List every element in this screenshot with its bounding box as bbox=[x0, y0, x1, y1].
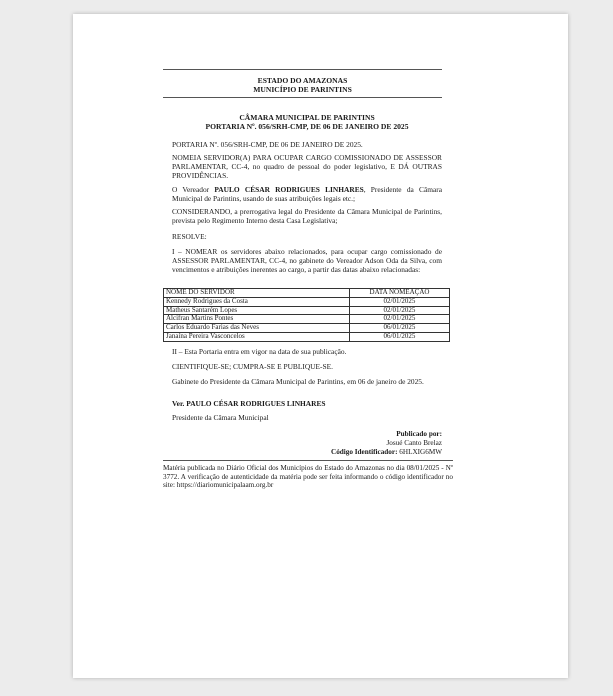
column-header-name: NOME DO SERVIDOR bbox=[164, 289, 350, 298]
header-top-rule bbox=[163, 69, 442, 70]
server-name: Carlos Eduardo Farias das Neves bbox=[164, 324, 350, 333]
server-name: Janaína Pereira Vasconcelos bbox=[164, 332, 350, 341]
vereador-name: PAULO CÉSAR RODRIGUES LINHARES bbox=[214, 185, 364, 194]
gabinete-paragraph: Gabinete do Presidente da Câmara Municipal de Parintins, em 06 de janeiro de 2025. bbox=[172, 377, 424, 386]
footer-rule bbox=[163, 460, 453, 461]
nomeia-paragraph: NOMEIA SERVIDOR(A) PARA OCUPAR CARGO COMISSIONADO DE ASSESSOR PARLAMENTAR, CC-4, no quadro de pessoal do poder legislativo, E DÁ OUTRAS PROVIDÊNCIAS. bbox=[172, 153, 442, 180]
server-name: Kennedy Rodrigues da Costa bbox=[164, 297, 350, 306]
published-by-label: Publicado por: bbox=[396, 430, 442, 438]
identifier-code-line bbox=[331, 448, 442, 457]
identifier-code-label: Código Identificador: bbox=[331, 448, 398, 456]
footer-note: Matéria publicada no Diário Oficial dos Municípios do Estado do Amazonas no dia 08/01/2025 - Nº 3772. A verificação de autenticidade da matéria pode ser feita informando o código identificador no site: https://diariomunicipalaam.org.br bbox=[163, 464, 453, 490]
chamber-name: CÂMARA MUNICIPAL DE PARINTINS bbox=[239, 113, 375, 122]
cientifique-line: CIENTIFIQUE-SE; CUMPRA-SE E PUBLIQUE-SE. bbox=[172, 362, 333, 371]
considerando-paragraph: CONSIDERANDO, a prerrogativa legal do Presidente da Câmara Municipal de Parintins, prevista pelo Regimento Interno desta Casa Legislativa; bbox=[172, 207, 442, 225]
signature-role: Presidente da Câmara Municipal bbox=[172, 413, 269, 422]
table-header-row bbox=[164, 289, 450, 298]
vereador-paragraph bbox=[172, 186, 442, 204]
portaria-title: PORTARIA Nº. 056/SRH-CMP, DE 06 DE JANEIRO DE 2025 bbox=[205, 122, 409, 131]
portaria-intro: PORTARIA Nº. 056/SRH-CMP, DE 06 DE JANEIRO DE 2025. bbox=[172, 140, 363, 149]
signature-name: Ver. PAULO CÉSAR RODRIGUES LINHARES bbox=[172, 399, 326, 408]
appointment-date: 06/01/2025 bbox=[350, 324, 450, 333]
item-ii-paragraph: II – Esta Portaria entra em vigor na data de sua publicação. bbox=[172, 347, 347, 356]
vereador-suffix: , Presidente da Câmara Municipal de Parintins, usando de suas atribuições legais etc.; bbox=[172, 185, 442, 203]
vereador-prefix: O Vereador bbox=[172, 185, 215, 194]
table-row bbox=[164, 332, 450, 341]
item-i-paragraph: I – NOMEAR os servidores abaixo relacionados, para ocupar cargo comissionado de ASSESSOR PARLAMENTAR, CC-4, no gabinete do Vereador Adson Oda da Silva, com vencimentos e atribuições inerentes ao cargo, a partir das datas abaixo relacionadas: bbox=[172, 247, 442, 274]
identifier-code: 6HLXIG6MW bbox=[399, 448, 442, 456]
publisher-name: Josué Canto Brelaz bbox=[386, 439, 442, 447]
server-name: Alcifran Martins Pontes bbox=[164, 315, 350, 324]
servers-table bbox=[163, 288, 450, 342]
state-name: ESTADO DO AMAZONAS bbox=[257, 76, 348, 85]
header-bottom-rule bbox=[163, 97, 442, 98]
appointment-date: 02/01/2025 bbox=[350, 315, 450, 324]
resolve-label: RESOLVE: bbox=[172, 232, 207, 241]
municipality-name: MUNICÍPIO DE PARINTINS bbox=[253, 85, 352, 94]
table-row bbox=[164, 297, 450, 306]
column-header-date: DATA NOMEAÇÃO bbox=[350, 289, 450, 298]
server-name: Matheus Santarém Lopes bbox=[164, 306, 350, 315]
appointment-date: 02/01/2025 bbox=[350, 297, 450, 306]
appointment-date: 06/01/2025 bbox=[350, 332, 450, 341]
appointment-date: 02/01/2025 bbox=[350, 306, 450, 315]
